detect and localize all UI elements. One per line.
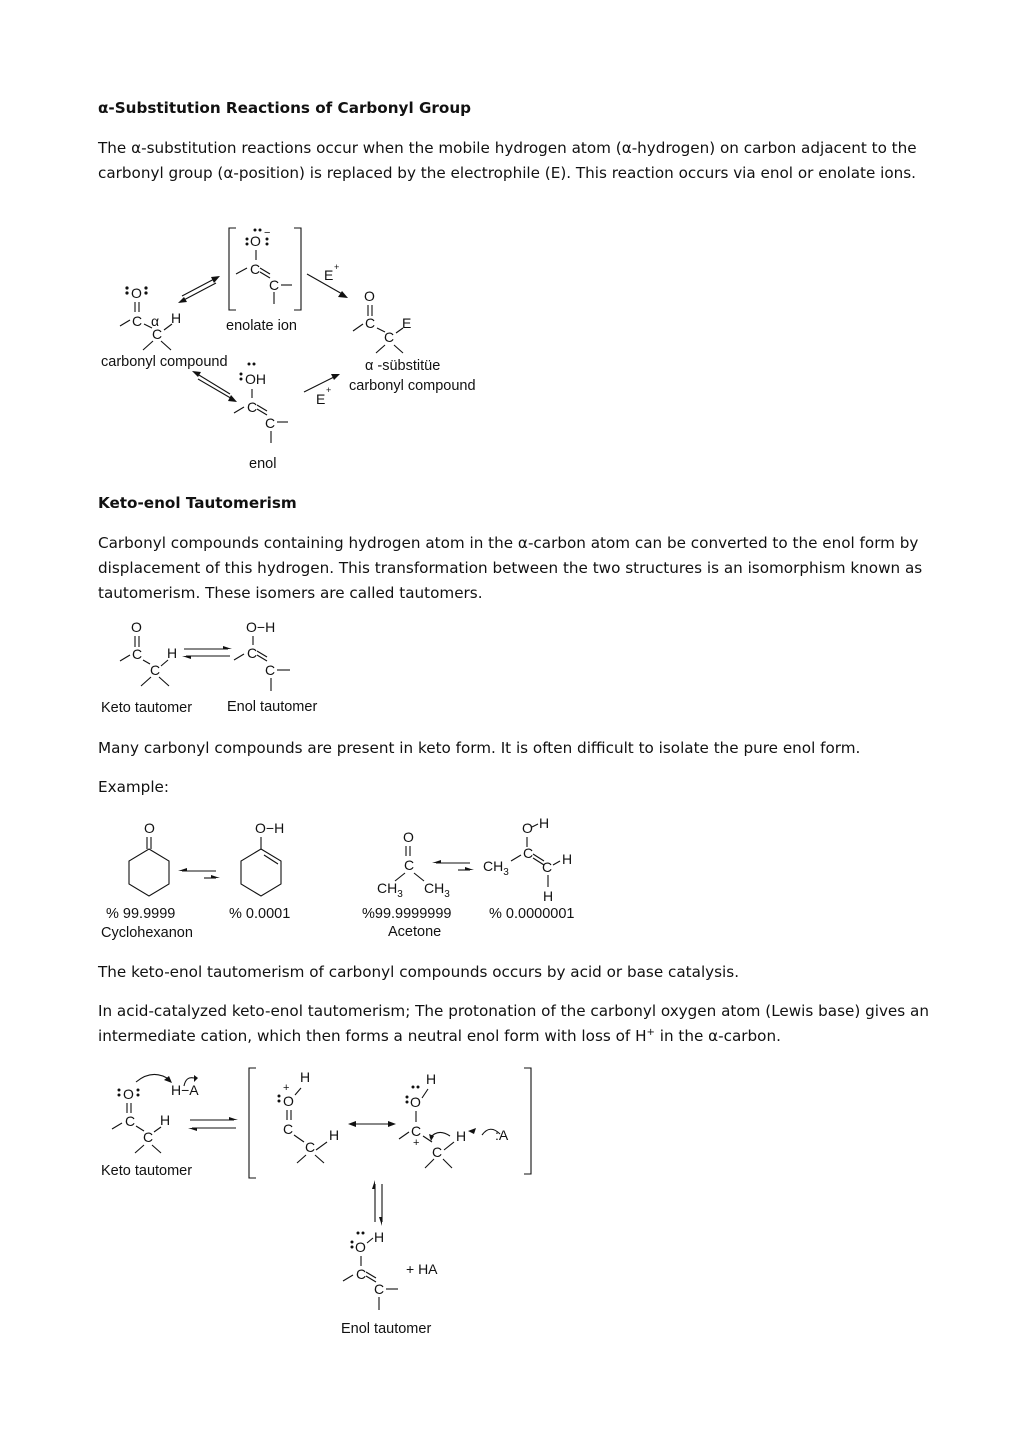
enol-structure: [234, 363, 288, 444]
svg-text:C: C: [411, 1123, 422, 1139]
carbonyl-compound-label: carbonyl compound: [101, 354, 228, 370]
svg-text:C: C: [365, 315, 376, 331]
substituted-carbonyl-structure: [353, 288, 411, 353]
paragraph-alpha-substitution: The α-substitution reactions occur when the mobile hydrogen atom (α-hydrogen) on carbon adjacent to the carbonyl group (α-position) is replaced by the electrophile (E). This reaction occurs via enol or enolate ions.: [98, 139, 917, 182]
example-label: Example:: [98, 778, 170, 796]
svg-text:O: O: [144, 820, 155, 836]
resonance-arrow: [348, 1121, 396, 1127]
svg-text:O: O: [410, 1094, 421, 1110]
oxonium-intermediate-structure: [278, 1069, 340, 1163]
carbonyl-compound-structure: [120, 285, 181, 350]
svg-text:O: O: [403, 829, 414, 845]
svg-text:−: −: [264, 227, 271, 239]
svg-text:O−H: O−H: [255, 820, 285, 836]
svg-text:O: O: [131, 285, 142, 301]
svg-text:O: O: [364, 288, 375, 304]
enol-tautomer-label: Enol tautomer: [227, 699, 318, 715]
acetone-equilibrium-arrow: [432, 860, 474, 870]
svg-text:E: E: [402, 315, 412, 331]
svg-text:C: C: [132, 646, 143, 662]
keto-enol-diagram: [98, 615, 338, 720]
svg-text:C: C: [152, 326, 163, 342]
acid-catalyzed-mechanism-diagram: [98, 1062, 538, 1347]
svg-text:H−A: H−A: [171, 1082, 199, 1098]
section-heading-keto-enol: Keto-enol Tautomerism: [98, 494, 297, 512]
svg-text:E: E: [324, 267, 334, 283]
enolate-ion-label: enolate ion: [226, 318, 297, 334]
svg-text:C: C: [250, 261, 261, 277]
svg-text:H: H: [426, 1071, 437, 1087]
svg-text:α: α: [151, 313, 160, 329]
svg-text:C: C: [247, 645, 258, 661]
enol-tautomer-mechanism-label: Enol tautomer: [341, 1321, 432, 1337]
substituted-carbonyl-label-line1: α -sübstitüe: [365, 358, 441, 374]
svg-text:H: H: [160, 1112, 171, 1128]
cyclohexanone-percent: % 99.9999: [106, 906, 176, 922]
svg-text:C: C: [523, 845, 534, 861]
svg-text:O: O: [355, 1239, 366, 1255]
carbocation-intermediate-structure: [399, 1071, 509, 1168]
svg-text:C: C: [432, 1144, 443, 1160]
svg-text:O: O: [123, 1086, 134, 1102]
svg-text:+: +: [283, 1082, 290, 1094]
enol-label: enol: [249, 456, 277, 472]
tautomer-equilibrium-arrow: [182, 646, 232, 659]
svg-text:+: +: [413, 1137, 420, 1149]
paragraph-catalysis: The keto-enol tautomerism of carbonyl compounds occurs by acid or base catalysis.: [98, 963, 740, 981]
svg-text:H: H: [171, 310, 182, 326]
propenol-structure: [483, 815, 572, 904]
svg-text:O: O: [250, 233, 261, 249]
svg-text:C: C: [247, 399, 258, 415]
svg-text:H: H: [543, 888, 554, 904]
svg-text:+: +: [326, 385, 332, 395]
vertical-equilibrium-arrow: [372, 1180, 382, 1226]
keto-tautomer-mechanism-structure: [112, 1074, 199, 1153]
svg-text:O−H: O−H: [246, 619, 276, 635]
svg-text:C: C: [305, 1139, 316, 1155]
svg-text:OH: OH: [245, 371, 266, 387]
propenol-percent: % 0.0000001: [489, 906, 575, 922]
examples-diagram: [98, 815, 598, 945]
svg-text:+ HA: + HA: [406, 1261, 438, 1277]
svg-text:C: C: [150, 662, 161, 678]
svg-text:+: +: [334, 262, 340, 272]
electrophile-arrow-lower: [304, 374, 340, 407]
svg-text:C: C: [283, 1121, 294, 1137]
svg-text:C: C: [356, 1266, 367, 1282]
svg-text:C: C: [404, 857, 415, 873]
svg-text:C: C: [269, 277, 280, 293]
electrophile-arrow-upper: [307, 262, 348, 298]
intermediate-bracket-left: [249, 1068, 256, 1178]
substituted-carbonyl-label-line2: carbonyl compound: [349, 378, 476, 394]
cyclohexanone-structure: [129, 820, 169, 896]
svg-text:CH3: $CH_3$: [424, 880, 450, 900]
svg-text:C: C: [265, 415, 276, 431]
keto-tautomer-label: Keto tautomer: [101, 700, 193, 716]
svg-text:H: H: [456, 1128, 467, 1144]
equilibrium-arrow-to-enolate: [178, 276, 220, 303]
paragraph-acid-catalyzed: In acid-catalyzed keto-enol tautomerism; The protonation of the carbonyl oxygen atom (Lewis base) gives an intermediate cation, which then forms a neutral enol form with loss of H+ in the α-carbon.: [98, 1002, 929, 1045]
intermediate-bracket-right: [524, 1068, 531, 1174]
svg-text:C: C: [143, 1129, 154, 1145]
svg-text:C: C: [132, 313, 143, 329]
mechanism-equilibrium-arrow: [188, 1117, 238, 1131]
svg-text:E: E: [316, 391, 326, 407]
alpha-substitution-diagram: [98, 222, 518, 477]
cyclohexenol-percent: % 0.0001: [229, 906, 291, 922]
svg-text:H: H: [539, 815, 550, 831]
enol-tautomer-structure: [234, 619, 290, 691]
svg-text:H: H: [562, 851, 573, 867]
svg-text:H: H: [374, 1229, 385, 1245]
svg-text:CH3: $CH_3$: [483, 858, 509, 878]
enol-tautomer-mechanism-structure: [343, 1229, 438, 1310]
svg-text:CH3: $CH_3$: [377, 880, 403, 900]
svg-text:O: O: [522, 820, 533, 836]
paragraph-keto-form: Many carbonyl compounds are present in keto form. It is often difficult to isolate the pure enol form.: [98, 739, 861, 757]
keto-tautomer-structure: [120, 619, 177, 686]
svg-text:H: H: [300, 1069, 311, 1085]
svg-text:H: H: [167, 645, 178, 661]
svg-text:C: C: [265, 662, 276, 678]
svg-text:O: O: [131, 619, 142, 635]
cyclohexanone-name: Cyclohexanon: [101, 925, 193, 941]
svg-text:C: C: [542, 859, 553, 875]
acetone-percent: %99.9999999: [362, 906, 452, 922]
equilibrium-arrow-to-enol: [192, 371, 237, 402]
paragraph-tautomerism: Carbonyl compounds containing hydrogen atom in the α-carbon atom can be converted to the enol form by displacement of this hydrogen. This transformation between the two structures is an isomorphism known as tautomerism. These isomers are called tautomers.: [98, 534, 923, 602]
svg-text:O: O: [283, 1093, 294, 1109]
acetone-name: Acetone: [388, 924, 442, 940]
svg-text:C: C: [125, 1113, 136, 1129]
svg-text:C: C: [384, 329, 395, 345]
svg-text:C: C: [374, 1281, 385, 1297]
svg-text::A: :A: [495, 1127, 509, 1143]
cyclohexenol-structure: [241, 820, 284, 896]
svg-text:H: H: [329, 1127, 340, 1143]
enolate-ion-bracket: [229, 227, 301, 310]
cyclohexanone-equilibrium-arrow: [178, 868, 220, 878]
keto-tautomer-mechanism-label: Keto tautomer: [101, 1163, 193, 1179]
section-heading-alpha-substitution: α-Substitution Reactions of Carbonyl Group: [98, 99, 472, 117]
acetone-structure: [377, 829, 450, 900]
